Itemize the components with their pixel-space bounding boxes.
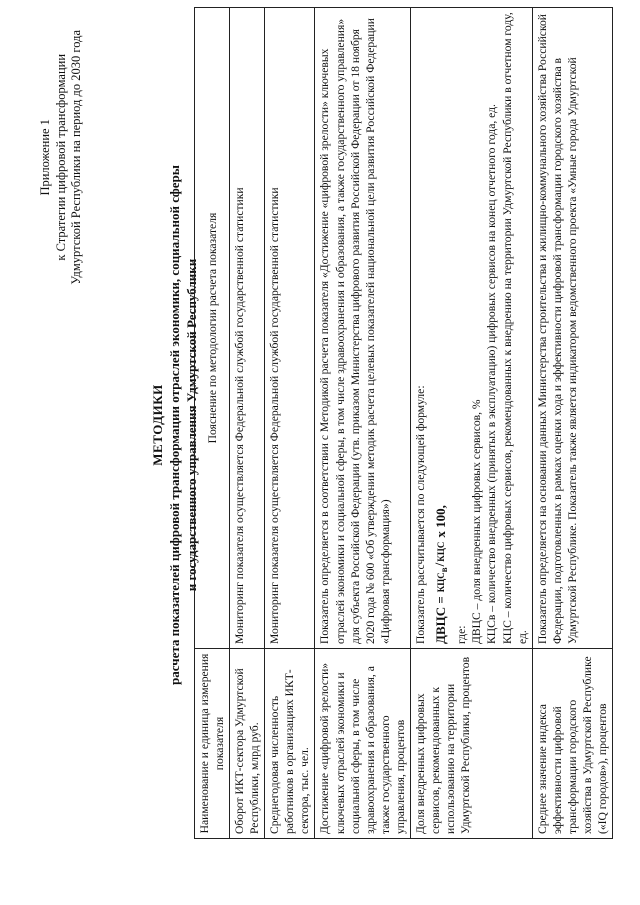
indicators-table — [194, 7, 613, 839]
indicator-name: Достижение «цифровой зрелости» ключевых отраслей экономики и социальной сферы, в том числе здравоохранения и образования, а также государственного управления, процентов — [315, 649, 410, 839]
indicator-method: Показатель определяется в соответствии с Методикой расчета показателя «Достижение «цифровой зрелости» ключевых отраслей экономики и социальной сферы, в том числе здравоохранения и образования, а также государственного управления» для субъекта Российской Федерации (утв. приказом Министерства цифрового развития Российской Федерации от 18 ноября 2020 года № 600 «Об утверждении методик расчета целевых показателей национальной цели развития Российской Федерации «Цифровая трансформация») — [315, 8, 410, 649]
formula-where: где: — [455, 625, 469, 644]
indicator-method — [410, 8, 532, 649]
header-method: Пояснение по методологии расчета показателя — [195, 8, 230, 649]
indicator-method: Показатель определяется на основании данных Министерства строительства и жилищно-коммунального хозяйства Российской Федерации, подготовленных в рамках оценки хода и эффективности цифровой трансформации городского хозяйства в Удмуртской Республике. Показатель также является индикатором ведомственного проекта «Умные города Удмуртской — [532, 8, 612, 649]
formula-intro: Показатель рассчитывается по следующей формуле: — [413, 385, 427, 644]
formula-fraction: $КЦС_в$ / КЦС — [431, 541, 449, 593]
indicator-name: Доля внедренных цифровых сервисов, рекомендованных к использованию на территории Удмуртской Республики, процентов — [410, 649, 532, 839]
title-line-2: расчета показателей цифровой трансформации отраслей экономики, социальной сферы — [166, 165, 182, 685]
appendix-line-3: Удмуртской Республики на период до 2030 года — [69, 30, 84, 285]
indicator-method: Мониторинг показателя осуществляется Федеральной службой государственной статистики — [230, 8, 265, 649]
formula-definition: КЦСв – количество внедренных (принятых в эксплуатацию) цифровых сервисов на конец отчетного года, ед. — [485, 104, 499, 644]
table-header-row — [195, 8, 230, 839]
indicator-method: Мониторинг показателя осуществляется Федеральной службой государственной статистики — [265, 8, 315, 649]
formula-multiplier: x 100, — [432, 505, 448, 538]
formula — [432, 12, 450, 644]
formula-lhs: ДВЦС = — [432, 596, 448, 644]
appendix-line-2: к Стратегии цифровой трансформации — [53, 53, 68, 261]
title-main: МЕТОДИКИ — [150, 384, 165, 466]
title-line-3: и государственного управления Удмуртской Республики — [183, 258, 199, 592]
table-row — [265, 8, 315, 839]
formula-definition: ДВЦС – доля внедренных цифровых сервисов, % — [470, 399, 484, 644]
indicator-name: Среднее значение индекса эффективности цифровой трансформации городского хозяйства в Удмуртской Республике («IQ городов»), процентов — [532, 649, 612, 839]
table-row — [230, 8, 265, 839]
formula-numerator: КЦС — [435, 572, 446, 593]
formula-definition: КЦС – количество цифровых сервисов, рекомендованных к внедрению на территории Удмуртской Республики в отчетном году, ед. — [500, 12, 529, 644]
table-row — [315, 8, 410, 839]
appendix-line-1: Приложение 1 — [38, 119, 52, 196]
table-row — [410, 8, 532, 839]
appendix-header — [38, 30, 85, 285]
formula-denominator: КЦС — [435, 541, 446, 562]
indicator-name: Оборот ИКТ-сектора Удмуртской Республики, млрд руб. — [230, 649, 265, 839]
formula-numerator-sub: в — [438, 567, 449, 573]
header-name: Наименование и единица измерения показателя — [195, 649, 230, 839]
table-row — [532, 8, 612, 839]
indicator-name: Среднегодовая численность работников в организациях ИКТ-сектора, тыс. чел. — [265, 649, 315, 839]
